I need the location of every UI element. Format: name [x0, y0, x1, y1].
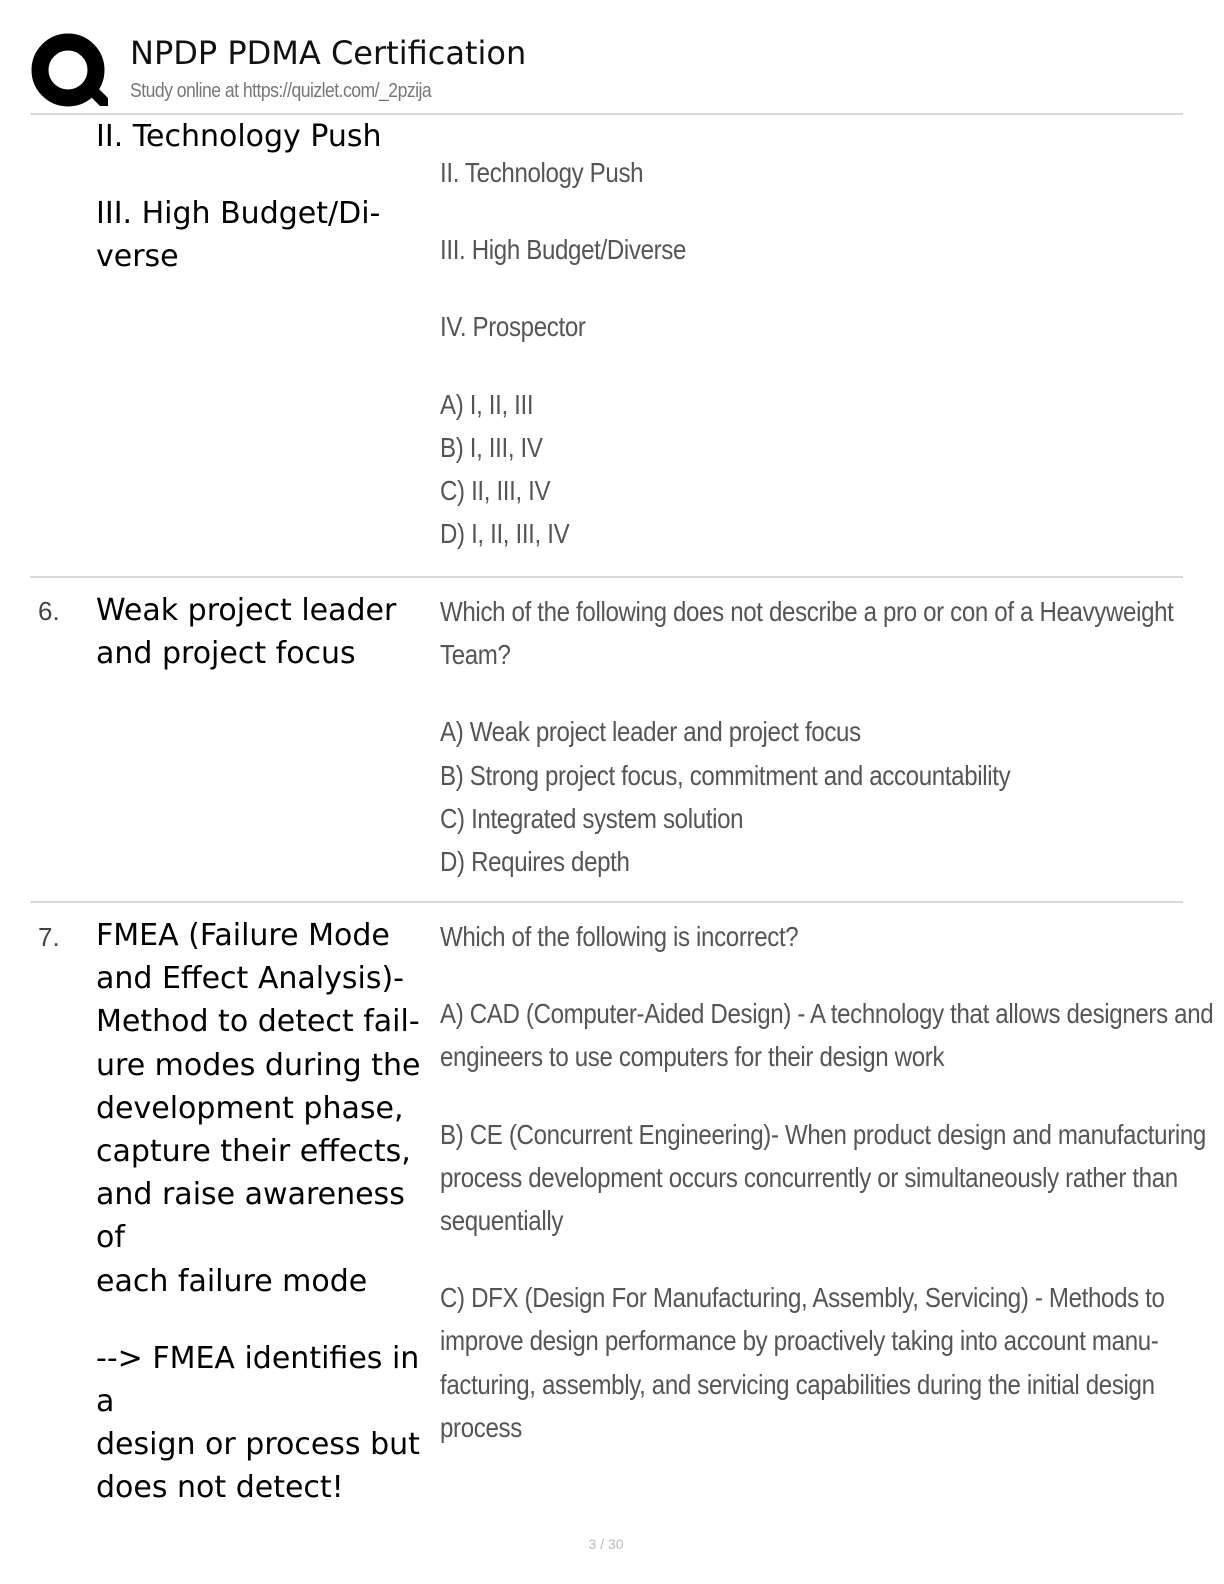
answer-option: C) DFX (Design For Manufacturing, Assembly, Servicing) - Methods to [440, 1282, 1165, 1314]
definition-top-card [440, 151, 1200, 555]
term-line: design or process but [96, 1427, 420, 1463]
term-line: and Effect Analysis)- [96, 961, 404, 997]
answer-option: A) I, II, III [440, 388, 534, 420]
term-line: each failure mode [96, 1263, 368, 1299]
definition-line: IV. Prospector [440, 311, 586, 343]
study-online-link[interactable]: Study online at https://quizlet.com/_2pzija [130, 80, 432, 102]
term-line: and raise awareness of [96, 1177, 405, 1256]
answer-option: B) CE (Concurrent Engineering)- When product design and manufacturing [440, 1118, 1206, 1150]
card-number: 6. [38, 596, 60, 626]
answer-option: B) I, III, IV [440, 431, 543, 463]
definition-card-7 [440, 915, 1214, 1449]
term-card-7 [96, 914, 436, 1510]
card-divider [30, 901, 1183, 903]
term-line: II. Technology Push [96, 119, 382, 154]
question-line: Team? [440, 639, 511, 671]
page-header [30, 28, 1190, 114]
answer-option: improve design performance by proactively taking into account manu- [440, 1325, 1159, 1357]
answer-option: D) Requires depth [440, 846, 630, 878]
card-divider [30, 576, 1183, 578]
term-line: capture their effects, [96, 1134, 411, 1170]
term-line: development phase, [96, 1090, 404, 1126]
answer-option: B) Strong project focus, commitment and accountability [440, 759, 1011, 791]
answer-option: D) I, II, III, IV [440, 518, 570, 550]
term-line: and project focus [96, 636, 356, 672]
quizlet-logo-icon [30, 32, 110, 112]
term-line: Method to detect fail- [96, 1004, 420, 1040]
answer-option: C) Integrated system solution [440, 802, 744, 834]
definition-line: II. Technology Push [440, 157, 644, 188]
answer-option: facturing, assembly, and servicing capabilities during the initial design [440, 1368, 1155, 1400]
definition-line: III. High Budget/Diverse [440, 234, 687, 266]
answer-option: C) II, III, IV [440, 475, 551, 507]
term-top-card [96, 115, 436, 279]
document-title: NPDP PDMA Certification [130, 34, 527, 72]
term-line: --> FMEA identifies in a [96, 1340, 420, 1420]
term-line: III. High Budget/Di- [96, 196, 381, 232]
answer-option: engineers to use computers for their design work [440, 1041, 945, 1073]
question-line: Which of the following does not describe a pro or con of a Heavyweight [440, 596, 1174, 627]
answer-option: sequentially [440, 1205, 564, 1237]
page-number: 3 / 30 [588, 1536, 624, 1552]
answer-option: A) CAD (Computer-Aided Design) - A technology that allows designers and [440, 998, 1214, 1030]
term-card-6 [96, 589, 436, 675]
term-line: verse [96, 239, 179, 275]
answer-option: A) Weak project leader and project focus [440, 716, 861, 748]
question-line: Which of the following is incorrect? [440, 921, 799, 952]
definition-card-6 [440, 590, 1200, 883]
card-number: 7. [38, 922, 60, 952]
term-line: ure modes during the [96, 1047, 421, 1083]
term-line: FMEA (Failure Mode [96, 918, 390, 953]
answer-option: process development occurs concurrently or simultaneously rather than [440, 1161, 1178, 1193]
term-line: does not detect! [96, 1470, 344, 1506]
term-line: Weak project leader [96, 593, 397, 628]
answer-option: process [440, 1411, 522, 1443]
